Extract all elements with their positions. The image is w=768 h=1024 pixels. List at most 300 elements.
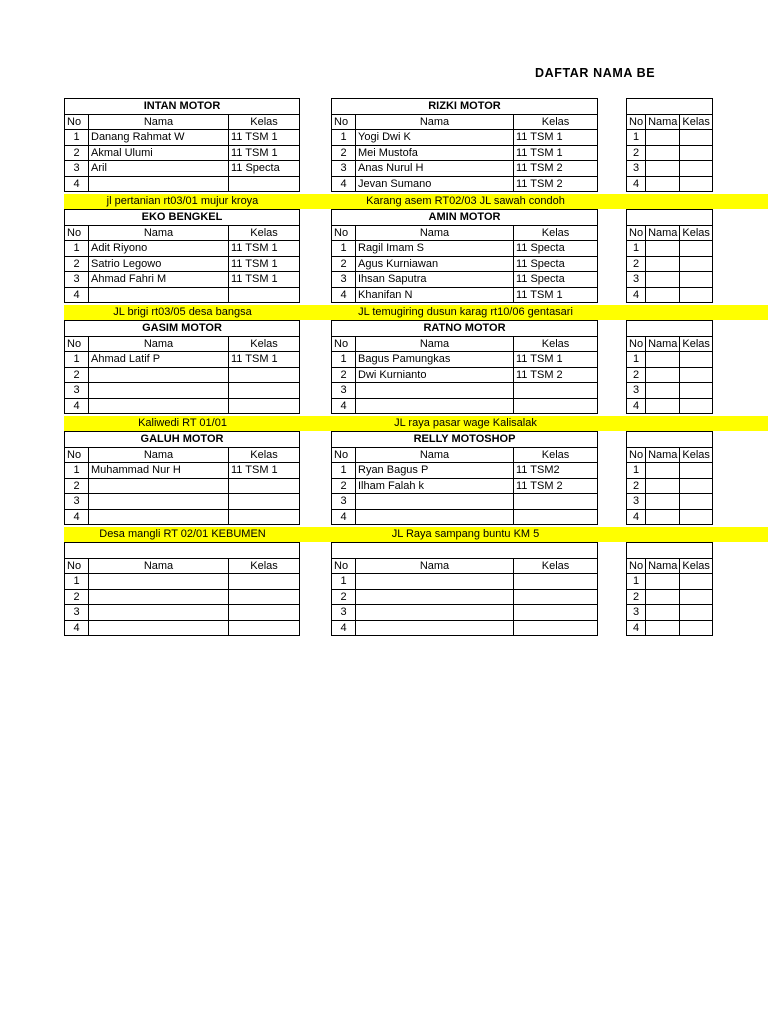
cell-no: 4 bbox=[65, 287, 89, 303]
cell-nama: Jevan Sumano bbox=[356, 176, 514, 192]
shop-table-grid bbox=[331, 209, 598, 303]
page-title: DAFTAR NAMA BE bbox=[535, 66, 656, 80]
cell-kelas: 11 Specta bbox=[229, 161, 300, 177]
header-no: No bbox=[65, 114, 89, 130]
shop-table bbox=[64, 98, 300, 192]
cell-kelas bbox=[514, 398, 598, 414]
cell-no: 2 bbox=[65, 589, 89, 605]
address-band bbox=[64, 305, 768, 320]
cell-kelas bbox=[680, 130, 713, 146]
cell-no: 1 bbox=[332, 463, 356, 479]
header-kelas: Kelas bbox=[680, 336, 713, 352]
header-no: No bbox=[332, 336, 356, 352]
cell-nama bbox=[646, 589, 680, 605]
cell-no: 2 bbox=[65, 145, 89, 161]
cell-nama bbox=[89, 176, 229, 192]
cell-nama bbox=[646, 256, 680, 272]
table-row bbox=[627, 272, 713, 288]
shop-name: RATNO MOTOR bbox=[332, 321, 598, 337]
cell-nama: Ahmad Latif P bbox=[89, 352, 229, 368]
header-nama: Nama bbox=[646, 558, 680, 574]
header-kelas: Kelas bbox=[229, 114, 300, 130]
address-text: JL raya pasar wage Kalisalak bbox=[394, 417, 537, 429]
shop-table bbox=[331, 98, 598, 192]
cell-no: 4 bbox=[627, 620, 646, 636]
cell-kelas: 11 TSM 1 bbox=[229, 352, 300, 368]
table-row bbox=[627, 256, 713, 272]
header-no: No bbox=[65, 336, 89, 352]
table-row bbox=[65, 145, 300, 161]
header-kelas: Kelas bbox=[514, 114, 598, 130]
cell-no: 3 bbox=[332, 494, 356, 510]
cell-kelas: 11 TSM 1 bbox=[229, 145, 300, 161]
header-no: No bbox=[65, 225, 89, 241]
cell-kelas: 11 TSM 1 bbox=[514, 130, 598, 146]
cell-nama: Ihsan Saputra bbox=[356, 272, 514, 288]
shop-name: RIZKI MOTOR bbox=[332, 99, 598, 115]
cell-kelas: 11 TSM2 bbox=[514, 463, 598, 479]
shop-title-row bbox=[332, 543, 598, 559]
cell-kelas bbox=[680, 463, 713, 479]
cell-kelas: 11 TSM 1 bbox=[229, 130, 300, 146]
table-row bbox=[65, 620, 300, 636]
shop-title-row bbox=[332, 210, 598, 226]
cell-kelas bbox=[680, 605, 713, 621]
address-text: JL brigi rt03/05 desa bangsa bbox=[113, 306, 252, 318]
cell-no: 3 bbox=[332, 383, 356, 399]
header-row bbox=[332, 447, 598, 463]
address-text: JL temugiring dusun karag rt10/06 gentasari bbox=[358, 306, 573, 318]
header-nama: Nama bbox=[356, 336, 514, 352]
cell-no: 2 bbox=[627, 367, 646, 383]
address-text: Kaliwedi RT 01/01 bbox=[138, 417, 227, 429]
address-text: Desa mangli RT 02/01 KEBUMEN bbox=[99, 528, 266, 540]
header-nama: Nama bbox=[89, 336, 229, 352]
cell-nama: Aril bbox=[89, 161, 229, 177]
shop-table bbox=[626, 542, 713, 636]
header-kelas: Kelas bbox=[514, 558, 598, 574]
cell-kelas bbox=[229, 478, 300, 494]
cell-no: 3 bbox=[627, 161, 646, 177]
cell-kelas bbox=[514, 620, 598, 636]
table-row bbox=[627, 241, 713, 257]
shop-table bbox=[64, 209, 300, 303]
cell-no: 2 bbox=[332, 589, 356, 605]
cell-no: 1 bbox=[627, 130, 646, 146]
shop-table-grid bbox=[626, 431, 713, 525]
cell-kelas bbox=[680, 478, 713, 494]
address-text: JL Raya sampang buntu KM 5 bbox=[391, 528, 540, 540]
cell-no: 1 bbox=[332, 352, 356, 368]
header-kelas: Kelas bbox=[680, 114, 713, 130]
cell-no: 4 bbox=[332, 176, 356, 192]
cell-nama: Anas Nurul H bbox=[356, 161, 514, 177]
cell-no: 1 bbox=[65, 130, 89, 146]
table-row bbox=[627, 605, 713, 621]
cell-kelas bbox=[514, 494, 598, 510]
header-kelas: Kelas bbox=[229, 447, 300, 463]
shop-table-grid bbox=[626, 320, 713, 414]
cell-kelas: 11 TSM 2 bbox=[514, 161, 598, 177]
cell-nama bbox=[646, 287, 680, 303]
table-row bbox=[627, 509, 713, 525]
cell-nama: Ryan Bagus P bbox=[356, 463, 514, 479]
cell-nama bbox=[646, 605, 680, 621]
table-row bbox=[332, 256, 598, 272]
cell-kelas bbox=[680, 574, 713, 590]
shop-table bbox=[331, 209, 598, 303]
cell-kelas bbox=[514, 605, 598, 621]
header-kelas: Kelas bbox=[680, 447, 713, 463]
header-no: No bbox=[332, 447, 356, 463]
table-row bbox=[65, 383, 300, 399]
header-nama: Nama bbox=[89, 114, 229, 130]
header-no: No bbox=[627, 225, 646, 241]
cell-no: 3 bbox=[332, 605, 356, 621]
cell-kelas bbox=[229, 367, 300, 383]
cell-kelas: 11 Specta bbox=[514, 256, 598, 272]
header-row bbox=[332, 225, 598, 241]
shop-title-row bbox=[65, 210, 300, 226]
cell-no: 4 bbox=[65, 176, 89, 192]
header-nama: Nama bbox=[356, 225, 514, 241]
cell-nama bbox=[646, 398, 680, 414]
cell-kelas: 11 Specta bbox=[514, 241, 598, 257]
header-row bbox=[627, 336, 713, 352]
table-row bbox=[65, 241, 300, 257]
cell-nama: Danang Rahmat W bbox=[89, 130, 229, 146]
header-row bbox=[65, 447, 300, 463]
header-row bbox=[627, 558, 713, 574]
cell-no: 1 bbox=[332, 574, 356, 590]
shop-table bbox=[331, 320, 598, 414]
shop-table-grid bbox=[64, 98, 300, 192]
header-no: No bbox=[332, 225, 356, 241]
cell-no: 1 bbox=[627, 463, 646, 479]
table-row bbox=[65, 367, 300, 383]
cell-nama: Agus Kurniawan bbox=[356, 256, 514, 272]
cell-kelas: 11 TSM 2 bbox=[514, 367, 598, 383]
shop-name: GALUH MOTOR bbox=[65, 432, 300, 448]
table-row bbox=[627, 463, 713, 479]
shop-name bbox=[627, 432, 713, 448]
table-row bbox=[332, 145, 598, 161]
cell-kelas bbox=[680, 509, 713, 525]
cell-nama: Muhammad Nur H bbox=[89, 463, 229, 479]
cell-nama bbox=[646, 130, 680, 146]
cell-nama bbox=[89, 367, 229, 383]
cell-nama bbox=[356, 620, 514, 636]
shop-title-row bbox=[332, 321, 598, 337]
cell-kelas bbox=[680, 620, 713, 636]
shop-table-grid bbox=[331, 320, 598, 414]
cell-no: 2 bbox=[332, 145, 356, 161]
cell-no: 1 bbox=[65, 241, 89, 257]
header-row bbox=[627, 447, 713, 463]
header-kelas: Kelas bbox=[514, 225, 598, 241]
cell-kelas bbox=[514, 574, 598, 590]
cell-nama: Akmal Ulumi bbox=[89, 145, 229, 161]
table-row bbox=[627, 161, 713, 177]
cell-no: 1 bbox=[332, 241, 356, 257]
table-row bbox=[627, 574, 713, 590]
cell-no: 4 bbox=[65, 398, 89, 414]
cell-kelas: 11 TSM 1 bbox=[229, 463, 300, 479]
table-row bbox=[627, 494, 713, 510]
shop-table-grid bbox=[64, 320, 300, 414]
table-row bbox=[332, 398, 598, 414]
shop-table-grid bbox=[331, 98, 598, 192]
cell-no: 4 bbox=[65, 620, 89, 636]
table-row bbox=[627, 620, 713, 636]
cell-no: 1 bbox=[65, 463, 89, 479]
cell-kelas: 11 TSM 2 bbox=[514, 176, 598, 192]
cell-kelas bbox=[229, 605, 300, 621]
shop-table-grid bbox=[64, 542, 300, 636]
cell-no: 2 bbox=[627, 256, 646, 272]
shop-title-row bbox=[65, 432, 300, 448]
shop-table-grid bbox=[64, 209, 300, 303]
table-row bbox=[65, 574, 300, 590]
shop-table-grid bbox=[626, 98, 713, 192]
cell-no: 1 bbox=[627, 241, 646, 257]
cell-no: 2 bbox=[65, 367, 89, 383]
cell-kelas bbox=[514, 509, 598, 525]
cell-kelas: 11 TSM 1 bbox=[514, 352, 598, 368]
spreadsheet-clip bbox=[0, 98, 710, 698]
header-row bbox=[627, 114, 713, 130]
cell-nama bbox=[356, 398, 514, 414]
cell-no: 4 bbox=[627, 509, 646, 525]
cell-nama bbox=[646, 161, 680, 177]
cell-nama bbox=[89, 383, 229, 399]
cell-nama bbox=[89, 287, 229, 303]
shop-table bbox=[331, 431, 598, 525]
address-band bbox=[64, 527, 768, 542]
cell-nama: Bagus Pamungkas bbox=[356, 352, 514, 368]
cell-kelas: 11 TSM 1 bbox=[229, 272, 300, 288]
cell-no: 4 bbox=[65, 509, 89, 525]
cell-no: 4 bbox=[332, 620, 356, 636]
cell-nama bbox=[356, 589, 514, 605]
shop-title-row bbox=[627, 321, 713, 337]
table-row bbox=[332, 605, 598, 621]
shop-table bbox=[626, 320, 713, 414]
table-row bbox=[65, 352, 300, 368]
cell-no: 2 bbox=[627, 589, 646, 605]
cell-nama bbox=[646, 620, 680, 636]
table-row bbox=[627, 176, 713, 192]
table-row bbox=[627, 352, 713, 368]
cell-nama bbox=[89, 605, 229, 621]
shop-title-row bbox=[65, 543, 300, 559]
table-row bbox=[65, 272, 300, 288]
table-row bbox=[627, 589, 713, 605]
cell-kelas bbox=[680, 398, 713, 414]
address-band bbox=[64, 194, 768, 209]
cell-no: 2 bbox=[332, 256, 356, 272]
cell-nama bbox=[646, 272, 680, 288]
cell-no: 3 bbox=[627, 494, 646, 510]
table-row bbox=[332, 494, 598, 510]
table-row bbox=[332, 383, 598, 399]
cell-nama: Yogi Dwi K bbox=[356, 130, 514, 146]
cell-kelas bbox=[680, 352, 713, 368]
cell-kelas bbox=[680, 272, 713, 288]
cell-kelas bbox=[680, 383, 713, 399]
cell-nama bbox=[89, 509, 229, 525]
header-kelas: Kelas bbox=[229, 225, 300, 241]
address-text: jl pertanian rt03/01 mujur kroya bbox=[106, 195, 259, 207]
header-row bbox=[65, 225, 300, 241]
header-no: No bbox=[627, 447, 646, 463]
header-no: No bbox=[332, 114, 356, 130]
header-nama: Nama bbox=[356, 558, 514, 574]
shop-table bbox=[64, 542, 300, 636]
shop-name: EKO BENGKEL bbox=[65, 210, 300, 226]
cell-no: 3 bbox=[65, 272, 89, 288]
cell-nama bbox=[646, 494, 680, 510]
shop-title-row bbox=[332, 432, 598, 448]
cell-nama: Satrio Legowo bbox=[89, 256, 229, 272]
table-row bbox=[332, 589, 598, 605]
shop-table bbox=[64, 320, 300, 414]
shop-table-grid bbox=[331, 431, 598, 525]
cell-kelas: 11 TSM 2 bbox=[514, 478, 598, 494]
shop-title-row bbox=[627, 432, 713, 448]
cell-no: 2 bbox=[627, 145, 646, 161]
header-nama: Nama bbox=[89, 225, 229, 241]
header-nama: Nama bbox=[646, 114, 680, 130]
shop-table bbox=[64, 431, 300, 525]
header-row bbox=[332, 114, 598, 130]
table-row bbox=[627, 383, 713, 399]
table-row bbox=[332, 161, 598, 177]
cell-no: 3 bbox=[627, 272, 646, 288]
cell-kelas: 11 TSM 1 bbox=[229, 241, 300, 257]
table-row bbox=[332, 352, 598, 368]
header-no: No bbox=[65, 447, 89, 463]
header-nama: Nama bbox=[356, 447, 514, 463]
cell-no: 2 bbox=[332, 367, 356, 383]
header-row bbox=[65, 336, 300, 352]
cell-nama bbox=[646, 509, 680, 525]
cell-nama bbox=[356, 509, 514, 525]
table-row bbox=[332, 176, 598, 192]
table-row bbox=[65, 494, 300, 510]
shop-table-grid bbox=[331, 542, 598, 636]
cell-nama: Ilham Falah k bbox=[356, 478, 514, 494]
table-row bbox=[65, 398, 300, 414]
shop-name: AMIN MOTOR bbox=[332, 210, 598, 226]
cell-no: 3 bbox=[627, 383, 646, 399]
cell-kelas bbox=[680, 176, 713, 192]
header-row bbox=[332, 558, 598, 574]
cell-nama bbox=[89, 478, 229, 494]
cell-nama bbox=[646, 574, 680, 590]
table-row bbox=[332, 241, 598, 257]
header-nama: Nama bbox=[89, 447, 229, 463]
table-row bbox=[332, 130, 598, 146]
header-nama: Nama bbox=[646, 225, 680, 241]
cell-no: 1 bbox=[627, 574, 646, 590]
cell-nama bbox=[356, 383, 514, 399]
shop-title-row bbox=[332, 99, 598, 115]
table-row bbox=[65, 605, 300, 621]
shop-table-grid bbox=[64, 431, 300, 525]
cell-no: 3 bbox=[627, 605, 646, 621]
cell-nama bbox=[646, 383, 680, 399]
cell-kelas: 11 TSM 1 bbox=[514, 287, 598, 303]
cell-no: 4 bbox=[332, 398, 356, 414]
header-nama: Nama bbox=[646, 447, 680, 463]
cell-nama bbox=[356, 494, 514, 510]
table-row bbox=[65, 589, 300, 605]
cell-kelas bbox=[680, 287, 713, 303]
cell-nama bbox=[356, 574, 514, 590]
cell-nama: Adit Riyono bbox=[89, 241, 229, 257]
table-row bbox=[332, 463, 598, 479]
header-kelas: Kelas bbox=[680, 225, 713, 241]
cell-no: 4 bbox=[627, 176, 646, 192]
table-row bbox=[332, 574, 598, 590]
shop-name: INTAN MOTOR bbox=[65, 99, 300, 115]
table-row bbox=[332, 367, 598, 383]
header-no: No bbox=[627, 336, 646, 352]
shop-name: RELLY MOTOSHOP bbox=[332, 432, 598, 448]
cell-kelas bbox=[229, 509, 300, 525]
header-no: No bbox=[65, 558, 89, 574]
shop-table bbox=[626, 209, 713, 303]
header-no: No bbox=[332, 558, 356, 574]
cell-no: 1 bbox=[65, 352, 89, 368]
cell-nama bbox=[646, 352, 680, 368]
cell-nama: Ahmad Fahri M bbox=[89, 272, 229, 288]
cell-nama bbox=[646, 463, 680, 479]
shop-title-row bbox=[65, 99, 300, 115]
header-nama: Nama bbox=[646, 336, 680, 352]
spreadsheet bbox=[0, 98, 768, 698]
address-band bbox=[64, 416, 768, 431]
table-row bbox=[65, 130, 300, 146]
cell-kelas bbox=[229, 620, 300, 636]
shop-name bbox=[332, 543, 598, 559]
header-no: No bbox=[627, 114, 646, 130]
table-row bbox=[332, 620, 598, 636]
cell-no: 2 bbox=[65, 478, 89, 494]
table-row bbox=[65, 509, 300, 525]
cell-no: 2 bbox=[627, 478, 646, 494]
table-row bbox=[65, 256, 300, 272]
shop-name bbox=[627, 543, 713, 559]
cell-nama bbox=[89, 620, 229, 636]
cell-nama bbox=[89, 589, 229, 605]
shop-name bbox=[627, 99, 713, 115]
cell-kelas bbox=[680, 241, 713, 257]
cell-kelas bbox=[680, 161, 713, 177]
table-row bbox=[627, 287, 713, 303]
table-row bbox=[332, 478, 598, 494]
shop-name bbox=[65, 543, 300, 559]
header-kelas: Kelas bbox=[514, 447, 598, 463]
cell-no: 3 bbox=[65, 605, 89, 621]
cell-no: 1 bbox=[332, 130, 356, 146]
header-kelas: Kelas bbox=[514, 336, 598, 352]
header-nama: Nama bbox=[89, 558, 229, 574]
cell-no: 3 bbox=[65, 494, 89, 510]
table-row bbox=[65, 176, 300, 192]
cell-kelas: 11 Specta bbox=[514, 272, 598, 288]
